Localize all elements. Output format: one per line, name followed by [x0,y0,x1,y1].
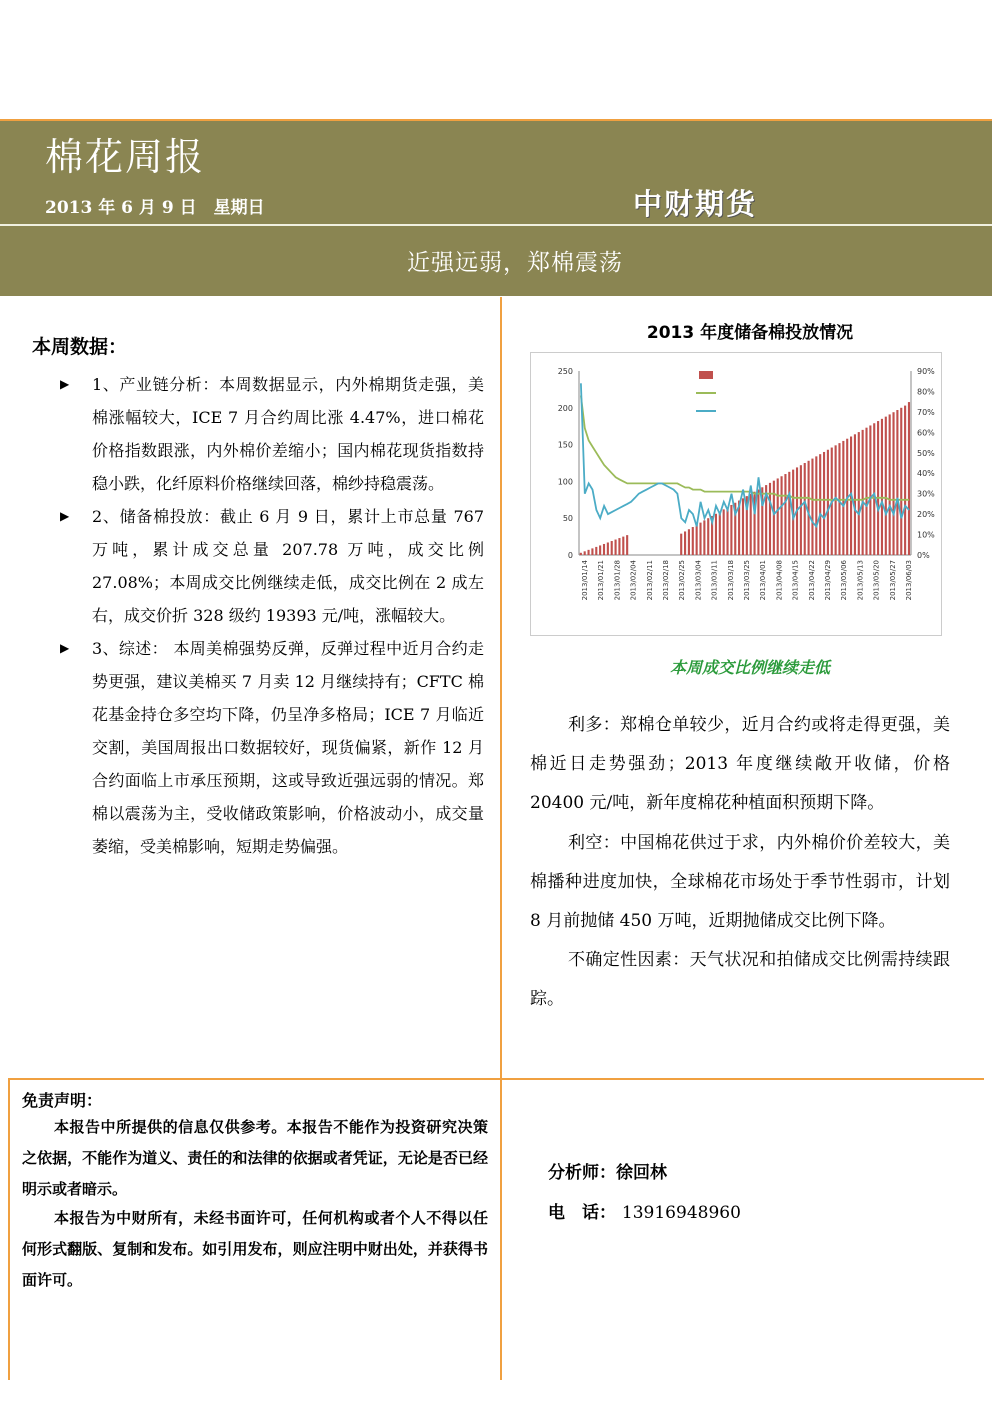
bar [611,541,613,555]
bar [730,505,732,555]
bar [618,538,620,555]
bullet-text: 2、储备棉投放：截止 6 月 9 日，累计上市总量 767 万吨，累计成交总量 207.78 万吨，成交比例 27.08%；本周成交比例继续走低，成交比例在 2 成左右，成交价折 328 级约 19393 元/吨，涨幅较大。 [92,507,484,625]
x-tick-label: 2013/02/11 [645,560,654,601]
reserve-cotton-chart [531,353,941,635]
x-tick-label: 2013/04/15 [791,560,800,601]
disclaimer-paragraph: 本报告为中财所有，未经书面许可，任何机构或者个人不得以任何形式翻版、复制和发布。如引用发布，则应注明中财出处，并获得书面许可。 [22,1209,488,1289]
uncertain-factors: 不确定性因素：天气状况和拍储成交比例需持续跟踪。 [530,950,950,1009]
bar [692,527,694,555]
bar [680,534,682,555]
bar [723,509,725,555]
bar [858,432,860,555]
y-right-tick-label: 0% [917,551,930,560]
x-tick-label: 2013/01/21 [597,560,606,601]
y-left-tick-label: 150 [557,440,573,450]
bar [827,450,829,555]
y-right-tick-label: 90% [917,367,935,376]
cumulative-ratio-line [581,396,909,500]
bar [773,481,775,555]
x-tick-label: 2013/05/06 [840,560,849,601]
bar [862,430,864,555]
bar [622,537,624,555]
bar [811,459,813,555]
bar [889,414,891,555]
y-right-tick-label: 40% [917,469,935,479]
bar [595,547,597,555]
x-tick-label: 2013/01/14 [581,560,589,601]
y-left-tick-label: 250 [557,367,573,376]
bar [877,421,879,555]
x-tick-label: 2013/04/22 [807,560,816,601]
bar [684,531,686,555]
bar [599,545,601,555]
weekly-ratio-line [581,383,909,526]
bar [707,518,709,555]
x-tick-label: 2013/06/03 [905,560,913,601]
bullet-list [60,368,484,863]
bar [904,406,906,555]
y-left-tick-label: 200 [557,403,573,413]
report-headline: 近强远弱，郑棉震荡 [407,250,623,276]
analyst-label: 分析师： [548,1163,616,1183]
report-date: 2013 年 6 月 9 日 星期日 [45,198,265,218]
y-right-tick-label: 50% [917,448,935,458]
bar [742,498,744,555]
bar [900,408,902,555]
bar [580,553,582,555]
bullish-factors: 利多：郑棉仓单较少，近月合约或将走得更强，美棉近日走势强劲；2013 年度继续敞开收储，价格 20400 元/吨，新年度棉花种植面积预期下降。 [530,715,950,813]
bar [908,402,910,555]
list-item [60,632,484,863]
chart-title: 2013 年度储备棉投放情况 [646,323,854,343]
disclaimer-left-border [8,1078,10,1380]
bar [781,476,783,555]
x-tick-label: 2013/02/18 [662,560,670,601]
phone-number: 13916948960 [621,1203,741,1223]
analyst-name-row [548,1158,667,1183]
bar [603,544,605,555]
legend-swatch [699,371,713,379]
bar [777,478,779,555]
bar [800,465,802,555]
bullet-text: 3、综述： 本周美棉强势反弹，反弹过程中近月合约走势更强，建议美棉买 7 月卖 12 月继续持有；CFTC 棉花基金持仓多空均下降，仍呈净多格局；ICE 7 月临近交割，美国周报出口数据较好，现货偏紧，新作 12 月合约面临上市承压预期，这或导致近强远弱的情况。郑棉以震荡为主，受收储政策影响，价格波动小，成交量萎缩，受美棉影响，短期走势偏强。 [92,639,484,856]
disclaimer-heading: 免责声明： [22,1091,103,1110]
bar [591,548,593,555]
bar [696,525,698,555]
bar [750,494,752,555]
bar [808,461,810,555]
bar [881,419,883,555]
banner-top-border [0,119,992,121]
bar [865,428,867,555]
bar [615,540,617,555]
bullet-arrow-icon: ▶ [60,509,70,523]
x-tick-label: 2013/01/28 [613,560,622,601]
bullet-text: 1、产业链分析：本周数据显示，内外棉期货走强，美棉涨幅较大，ICE 7 月合约周比涨 4.47%，进口棉花价格指数跟涨，内外棉价差缩小；国内棉花现货指数持稳小跌，化纤原料价格继续回落，棉纱持稳震荡。 [92,375,484,493]
bar [873,423,875,555]
bar [584,551,586,555]
x-tick-label: 2013/03/11 [710,560,719,601]
list-item [60,500,484,632]
disclaimer-divider [8,1078,984,1080]
x-tick-label: 2013/03/18 [726,560,735,601]
bar [896,410,898,555]
bullet-arrow-icon: ▶ [60,641,70,655]
y-right-tick-label: 60% [917,428,935,438]
brand-name: 中财期货 [633,187,758,221]
x-tick-label: 2013/03/25 [743,560,751,601]
bar [726,507,728,555]
analyst-phone-row [548,1198,741,1223]
bar [854,434,856,555]
bearish-factors: 利空：中国棉花供过于求，内外棉价价差较大，美棉播种进度加快，全球棉花市场处于季节性弱市，计划 8 月前抛储 450 万吨，近期抛储成交比例下降。 [530,833,950,931]
y-left-tick-label: 0 [567,551,573,560]
y-right-tick-label: 80% [917,387,935,397]
x-tick-label: 2013/05/27 [888,560,897,601]
x-tick-label: 2013/02/04 [629,560,638,601]
bar [607,542,609,555]
y-right-tick-label: 70% [917,407,935,417]
x-tick-label: 2013/03/04 [694,560,703,601]
bar [587,550,589,555]
bar [715,514,717,555]
bar [842,441,844,555]
x-tick-label: 2013/05/13 [856,560,865,601]
bar [869,425,871,555]
disclaimer-paragraph: 本报告中所提供的信息仅供参考。本报告不能作为投资研究决策之依据，不能作为道义、责任的和法律的依据或者凭证，无论是否已经明示或者暗示。 [22,1118,488,1198]
bar [885,417,887,555]
section-heading-weekly-data: 本周数据： [32,336,128,358]
bar [892,412,894,555]
y-left-tick-label: 100 [557,477,573,487]
bar [815,456,817,555]
bar [699,523,701,555]
bullet-arrow-icon: ▶ [60,377,70,391]
phone-label: 电 话： [548,1203,616,1223]
x-tick-label: 2013/05/20 [872,560,881,601]
x-tick-label: 2013/04/29 [824,560,832,601]
bar [784,474,786,555]
bar [788,472,790,555]
analyst-name: 徐回林 [616,1163,667,1183]
banner-divider-line [0,224,992,226]
y-right-tick-label: 30% [917,489,935,499]
list-item [60,368,484,500]
y-right-tick-label: 10% [917,530,935,540]
bar [819,454,821,555]
report-title: 棉花周报 [45,135,206,179]
x-tick-label: 2013/04/01 [759,560,768,601]
bar [823,452,825,555]
chart-frame [530,352,942,636]
y-left-tick-label: 50 [562,514,573,524]
bar [626,535,628,555]
x-tick-label: 2013/04/08 [775,560,784,601]
bar [688,529,690,555]
bar [719,512,721,555]
chart-caption: 本周成交比例继续走低 [669,658,830,677]
bar [703,520,705,555]
y-right-tick-label: 20% [917,510,935,520]
bar [757,489,759,555]
bar [804,463,806,555]
x-tick-label: 2013/02/25 [678,560,687,601]
column-divider [500,297,502,1380]
